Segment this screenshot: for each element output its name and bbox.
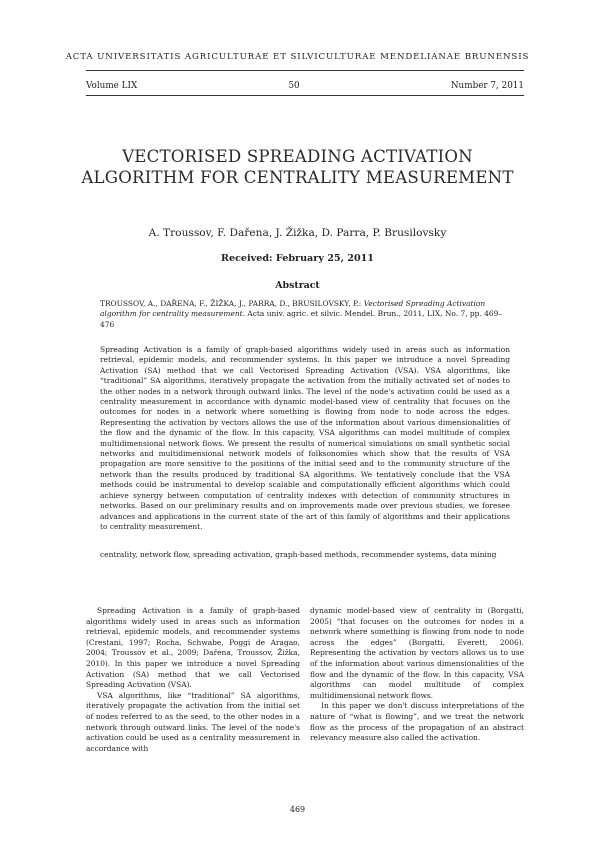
keywords: centrality, network flow, spreading activation, graph-based methods, recommender systems, data mining	[100, 550, 497, 559]
body-paragraph: Spreading Activation is a family of graph-based algorithms widely used in areas such as information retrieval, epidemic models, and recommender systems (Crestani, 1997; Rocha, Schwabe, Poggi de Aragao, 2004; Troussov et al., 2009; Dařena, Troussov, Žižka, 2010). In this paper we introduce a novel Spreading Activation (SA) method that we call Vectorised Spreading Activation (VSA).	[86, 606, 300, 690]
issue-meta	[86, 81, 524, 91]
header-rule-top	[86, 70, 524, 71]
citation-source: Acta univ. agric. et silvic. Mendel. Brun., 2011, LIX, No. 7, pp. 469–476	[100, 309, 503, 329]
page-number: 469	[289, 805, 306, 814]
title-line-1: VECTORISED SPREADING ACTIVATION	[122, 147, 473, 166]
citation-authors: TROUSSOV, A., DAŘENA, F., ŽIŽKA, J., PARRA, D., BRUSILOVSKY, P.:	[100, 299, 364, 308]
body-paragraph: dynamic model-based view of centrality in (Borgatti, 2005) “that focuses on the outcomes for nodes in a network where something is flowing from node to node across the edges” (Borgatti, Everett, 2006). Representing the activation by vectors allows us to use of the information about various dimensionalities of the flow and the dynamic of the flow. In this capacity, VSA algorithms can model multitude of complex multidimensional network flows.	[310, 606, 524, 700]
journal-name: ACTA UNIVERSITATIS AGRICULTURAE ET SILVICULTURAE MENDELIANAE BRUNENSIS	[65, 52, 530, 62]
author-list: A. Troussov, F. Dařena, J. Žižka, D. Parra, P. Brusilovsky	[148, 227, 447, 239]
issue-page-label: 50	[288, 81, 300, 91]
abstract-heading: Abstract	[275, 280, 320, 291]
body-column-right	[310, 606, 524, 744]
volume-label: Volume LIX	[86, 81, 138, 91]
citation-title: Vectorised Spreading Activation algorithm for centrality measurement.	[100, 299, 486, 319]
paper-title	[60, 146, 535, 188]
body-paragraph: VSA algorithms, like “traditional” SA algorithms, iteratively propagate the activation from the initial set of nodes referred to as the seed, to the other nodes in a network through outward links. The level of the node's activation could be used as a centrality measurement in accordance with	[86, 690, 300, 753]
abstract-text: Spreading Activation is a family of graph-based algorithms widely used in areas such as information retrieval, epidemic models, and recommender systems. In this paper we introduce a novel Spreading Activation (SA) method that we call Vectorised Spreading Activation (VSA). VSA algorithms, like “traditional” SA algorithms, iteratively propagate the activation from the initially activated set of nodes to the other nodes in a network through outward links. The level of the node's activation could be used as a centrality measurement in accordance with dynamic model-based view of centrality that focuses on the outcomes for nodes in a network where something is flowing from node to node across the edges. Representing the activation by vectors allows the use of the information about various dimensionalities of the flow and the dynamic of the flow. In this capacity, VSA algorithms can model multitude of complex multidimensional network flows. We present the results of numerical simulations on small synthetic social networks and multidimensional network models of folksonomies which show that the results of VSA propagation are more sensitive to the positions of the initial seed and to the community structure of the network than the results produced by traditional SA algorithms. We tentatively conclude that the VSA methods could be instrumental to develop scalable and computationally efficient algorithms which could achieve synergy between computation of centrality indexes with detection of community structures in networks. Based on our preliminary results and on improvements made over previous studies, we foresee advances and applications in the current state of the art of this family of algorithms and their applications to centrality measurement.	[100, 345, 510, 531]
title-line-2: ALGORITHM FOR CENTRALITY MEASUREMENT	[81, 168, 514, 187]
citation	[100, 299, 510, 330]
body-paragraph: In this paper we don't discuss interpretations of the nature of “what is flowing”, and we treat the network flow as the process of the propagation of an abstract relevancy measure also called the activation.	[310, 701, 524, 743]
received-date: Received: February 25, 2011	[221, 253, 374, 264]
issue-number-label: Number 7, 2011	[450, 81, 524, 91]
header-rule-bottom	[86, 95, 524, 96]
body-column-left	[86, 606, 300, 754]
